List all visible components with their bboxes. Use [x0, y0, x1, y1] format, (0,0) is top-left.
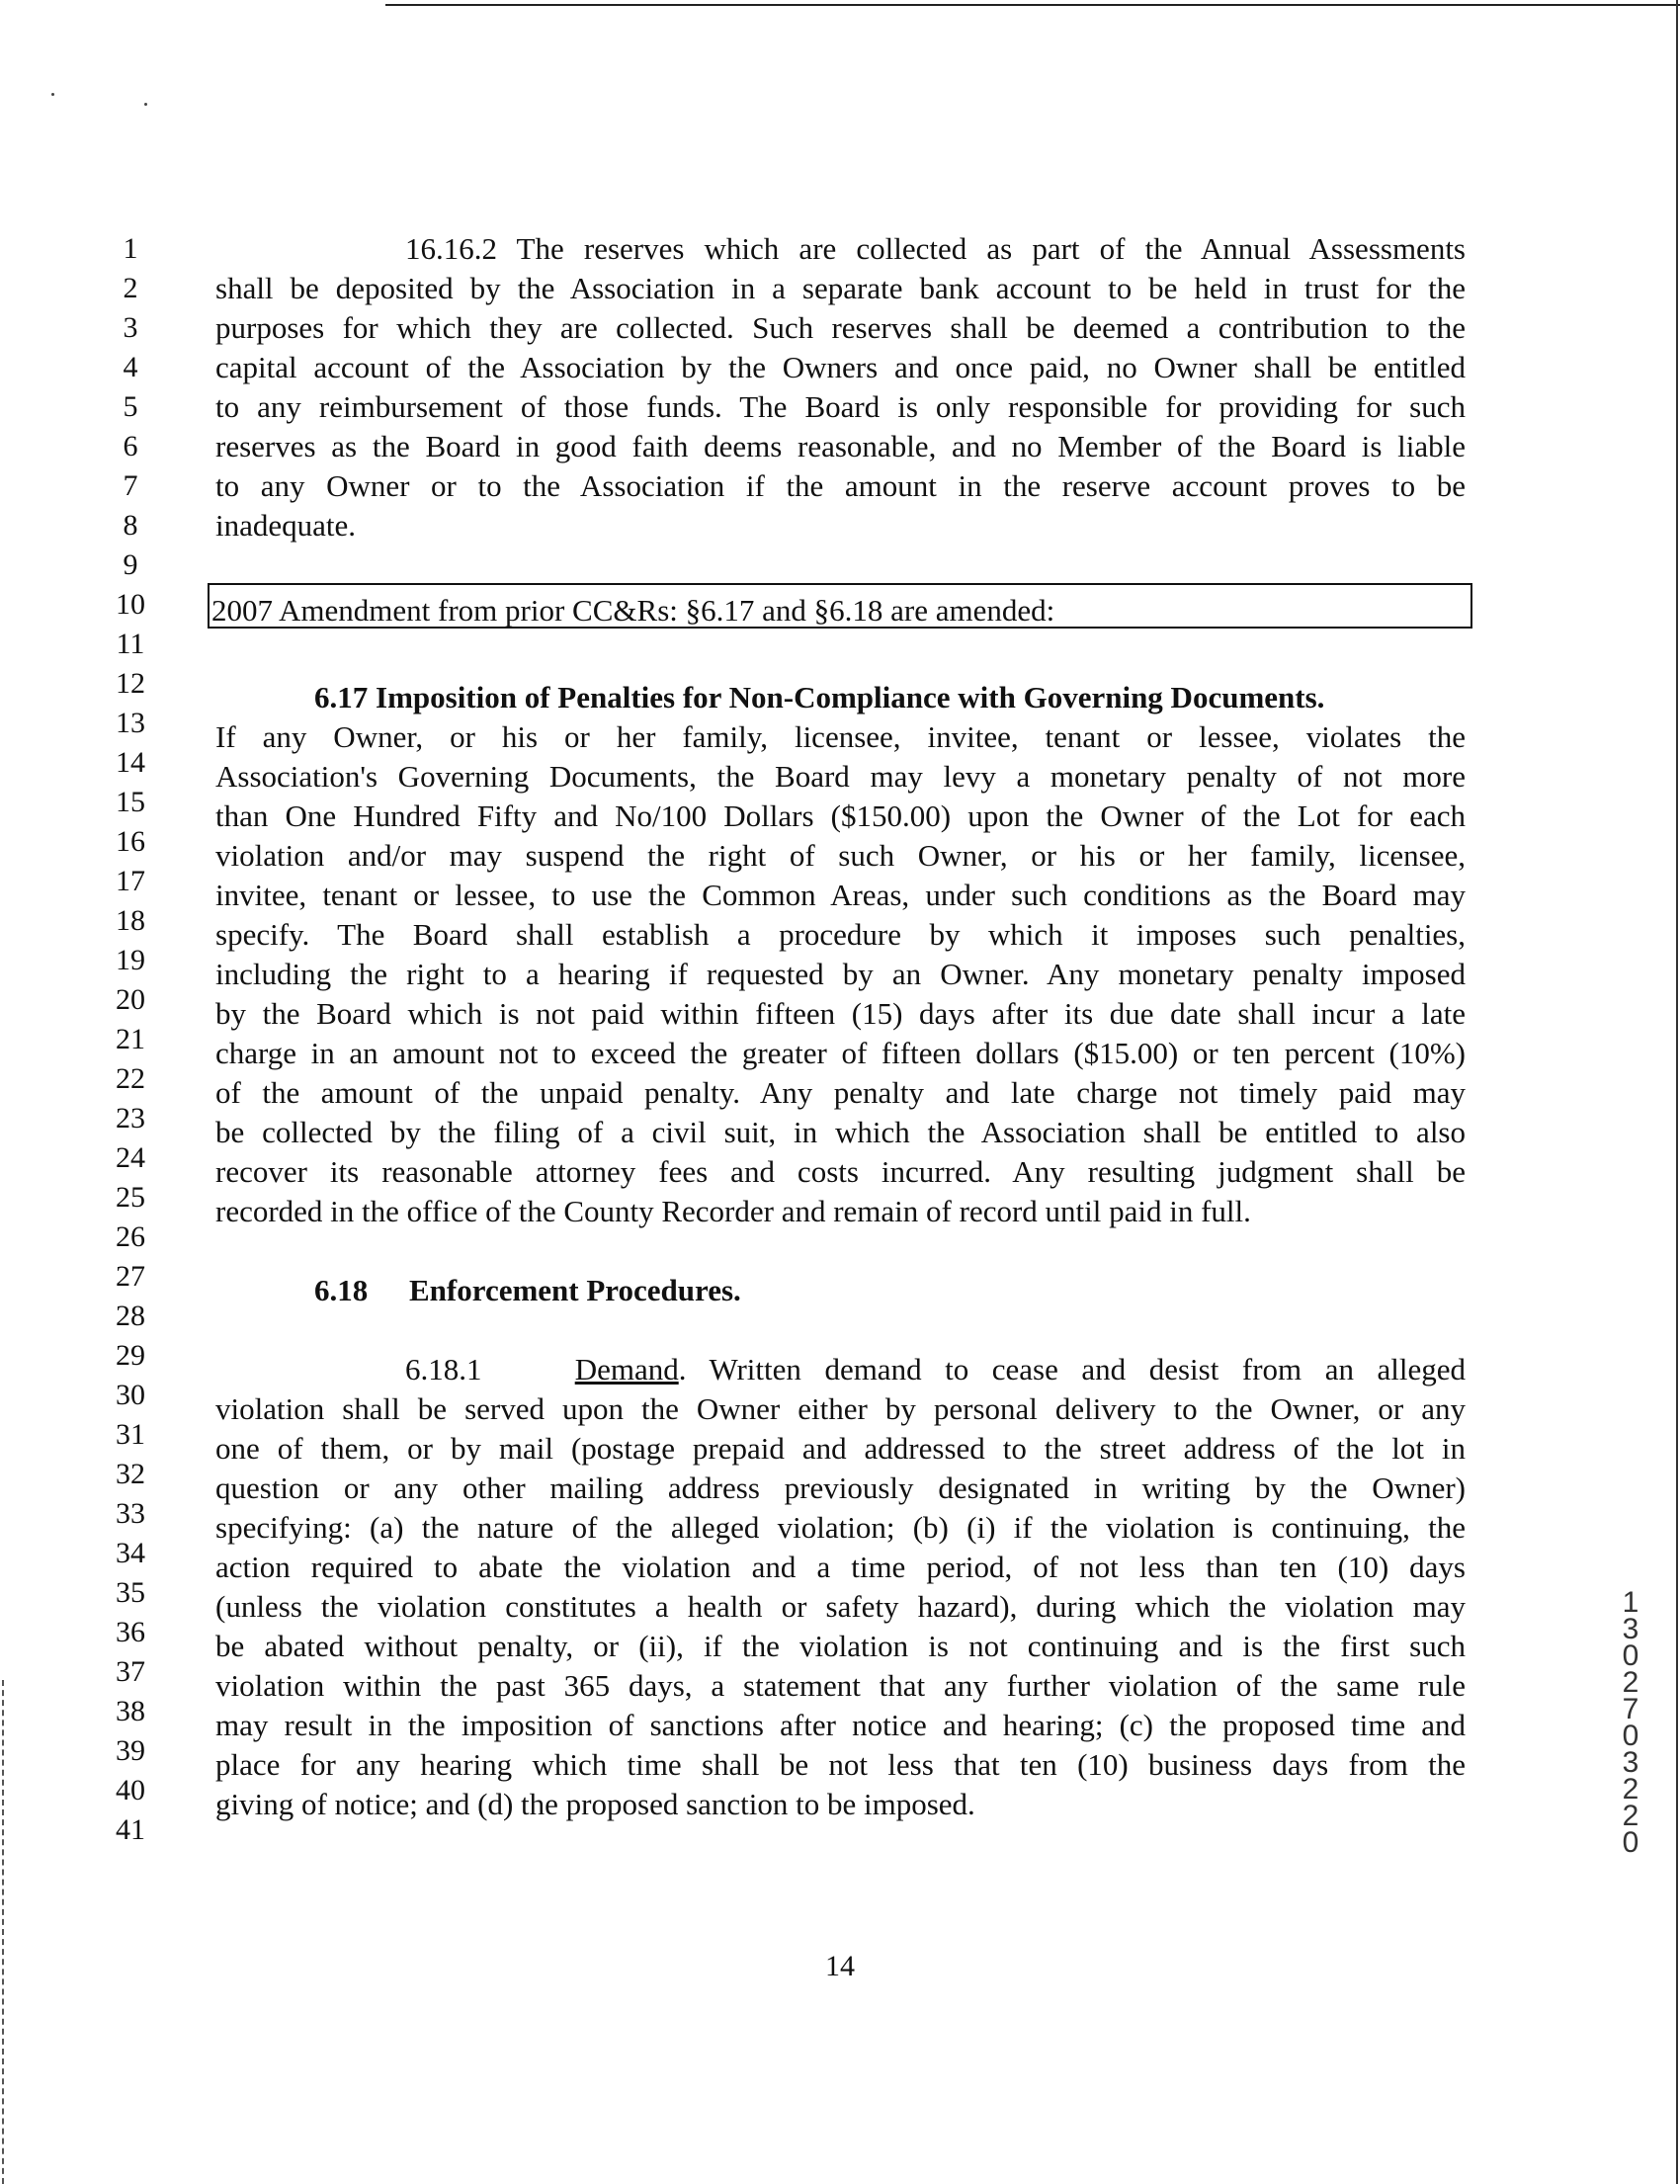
section-title: Enforcement Procedures.	[409, 1273, 741, 1307]
line-number: 16	[116, 825, 145, 858]
line-number: 34	[116, 1537, 145, 1569]
paragraph-first-line	[405, 1350, 1466, 1389]
paragraph-line: recorded in the office of the County Recorder and remain of record until paid in full.	[215, 1194, 1251, 1228]
line-number: 10	[116, 588, 145, 621]
line-number: 7	[123, 469, 138, 502]
paragraph-line: 16.16.2 The reserves which are collected as part of the Annual Assessments	[405, 231, 1466, 266]
scan-left-edge	[2, 1680, 4, 2184]
line-number: 25	[116, 1181, 145, 1214]
section-number: 6.18	[314, 1273, 369, 1307]
line-number: 31	[116, 1418, 145, 1451]
section-heading: 6.17 Imposition of Penalties for Non-Compliance with Governing Documents.	[314, 680, 1325, 714]
paragraph-line: specifying: (a) the nature of the alleged violation; (b) (i) if the violation is continuing, the	[215, 1510, 1466, 1545]
paragraph-line: violation and/or may suspend the right of such Owner, or his or her family, licensee,	[215, 838, 1466, 873]
line-number: 32	[116, 1458, 145, 1490]
scan-top-border	[385, 4, 1680, 6]
line-number: 5	[123, 390, 138, 423]
paragraph-line: place for any hearing which time shall be not less that ten (10) business days from the	[215, 1747, 1466, 1782]
line-number: 2	[123, 272, 138, 304]
subsection-number: 6.18.1	[405, 1352, 482, 1386]
line-number: 29	[116, 1339, 145, 1372]
scan-speck	[51, 93, 54, 96]
paragraph-line: giving of notice; and (d) the proposed sanction to be imposed.	[215, 1787, 975, 1821]
paragraph-line: question or any other mailing address previously designated in writing by the Owner)	[215, 1470, 1466, 1505]
line-number: 36	[116, 1616, 145, 1648]
line-number: 35	[116, 1576, 145, 1609]
line-number: 40	[116, 1774, 145, 1806]
paragraph-line: recover its reasonable attorney fees and costs incurred. Any resulting judgment shall be	[215, 1154, 1466, 1189]
line-number: 41	[116, 1813, 145, 1846]
line-number: 37	[116, 1655, 145, 1688]
line-number: 27	[116, 1260, 145, 1293]
paragraph-line: to any reimbursement of those funds. The Board is only responsible for providing for such	[215, 389, 1466, 424]
scan-right-border	[1676, 0, 1678, 2184]
paragraph-line: capital account of the Association by the Owners and once paid, no Owner shall be entitled	[215, 350, 1466, 384]
paragraph-line: reserves as the Board in good faith deems reasonable, and no Member of the Board is liable	[215, 429, 1466, 463]
line-number: 12	[116, 667, 145, 700]
paragraph-line: action required to abate the violation and a time period, of not less than ten (10) days	[215, 1550, 1466, 1584]
line-number: 14	[116, 746, 145, 779]
paragraph-line: violation within the past 365 days, a statement that any further violation of the same rule	[215, 1668, 1466, 1703]
line-number: 6	[123, 430, 138, 462]
line-number: 33	[116, 1497, 145, 1530]
paragraph-line: shall be deposited by the Association in a separate bank account to be held in trust for the	[215, 271, 1466, 305]
paragraph-line: charge in an amount not to exceed the greater of fifteen dollars ($15.00) or ten percent (10%)	[215, 1036, 1466, 1070]
line-number: 23	[116, 1102, 145, 1134]
line-number: 3	[123, 311, 138, 344]
line-number: 20	[116, 983, 145, 1016]
recording-stamp: 13027 03220	[1622, 1586, 1639, 1859]
paragraph-line: by the Board which is not paid within fifteen (15) days after its due date shall incur a late	[215, 996, 1466, 1031]
line-number: 9	[123, 548, 138, 581]
line-number: 1	[123, 232, 138, 265]
paragraph-line: (unless the violation constitutes a health or safety hazard), during which the violation may	[215, 1589, 1466, 1624]
paragraph-text: . Written demand to cease and desist from an alleged	[678, 1352, 1466, 1386]
paragraph-line: Association's Governing Documents, the Board may levy a monetary penalty of not more	[215, 759, 1466, 794]
paragraph-line: of the amount of the unpaid penalty. Any penalty and late charge not timely paid may	[215, 1075, 1466, 1110]
line-number: 19	[116, 944, 145, 976]
line-number: 26	[116, 1220, 145, 1253]
line-number: 11	[116, 628, 145, 660]
section-6-18-heading	[314, 1271, 741, 1310]
amendment-box-text: 2007 Amendment from prior CC&Rs: §6.17 and §6.18 are amended:	[211, 593, 1055, 628]
paragraph-line: be abated without penalty, or (ii), if the violation is not continuing and is the first such	[215, 1629, 1466, 1663]
line-number: 39	[116, 1734, 145, 1767]
line-number: 18	[116, 904, 145, 937]
page-number: 14	[825, 1950, 855, 1982]
line-number: 38	[116, 1695, 145, 1727]
paragraph-line: violation shall be served upon the Owner either by personal delivery to the Owner, or any	[215, 1391, 1466, 1426]
paragraph-line: than One Hundred Fifty and No/100 Dollars ($150.00) upon the Owner of the Lot for each	[215, 798, 1466, 833]
line-number: 8	[123, 509, 138, 542]
line-number: 22	[116, 1062, 145, 1095]
line-number: 21	[116, 1023, 145, 1055]
paragraph-line: specify. The Board shall establish a procedure by which it imposes such penalties,	[215, 917, 1466, 952]
line-number: 4	[123, 351, 138, 383]
paragraph-line: may result in the imposition of sanctions after notice and hearing; (c) the proposed time and	[215, 1708, 1466, 1742]
paragraph-line: purposes for which they are collected. Such reserves shall be deemed a contribution to the	[215, 310, 1466, 345]
line-number: 24	[116, 1141, 145, 1174]
line-number: 30	[116, 1379, 145, 1411]
line-number: 17	[116, 865, 145, 897]
subsection-title: Demand	[574, 1352, 679, 1386]
paragraph-line: including the right to a hearing if requested by an Owner. Any monetary penalty imposed	[215, 957, 1466, 991]
paragraph-line: one of them, or by mail (postage prepaid and addressed to the street address of the lot in	[215, 1431, 1466, 1466]
line-number: 15	[116, 786, 145, 818]
line-number: 13	[116, 707, 145, 739]
paragraph-line: be collected by the filing of a civil suit, in which the Association shall be entitled to also	[215, 1115, 1466, 1149]
line-number: 28	[116, 1300, 145, 1332]
paragraph-line: invitee, tenant or lessee, to use the Common Areas, under such conditions as the Board may	[215, 878, 1466, 912]
paragraph-line: If any Owner, or his or her family, licensee, invitee, tenant or lessee, violates the	[215, 719, 1466, 754]
scan-speck	[144, 103, 147, 106]
paragraph-line: to any Owner or to the Association if the amount in the reserve account proves to be	[215, 468, 1466, 503]
paragraph-line: inadequate.	[215, 508, 357, 543]
